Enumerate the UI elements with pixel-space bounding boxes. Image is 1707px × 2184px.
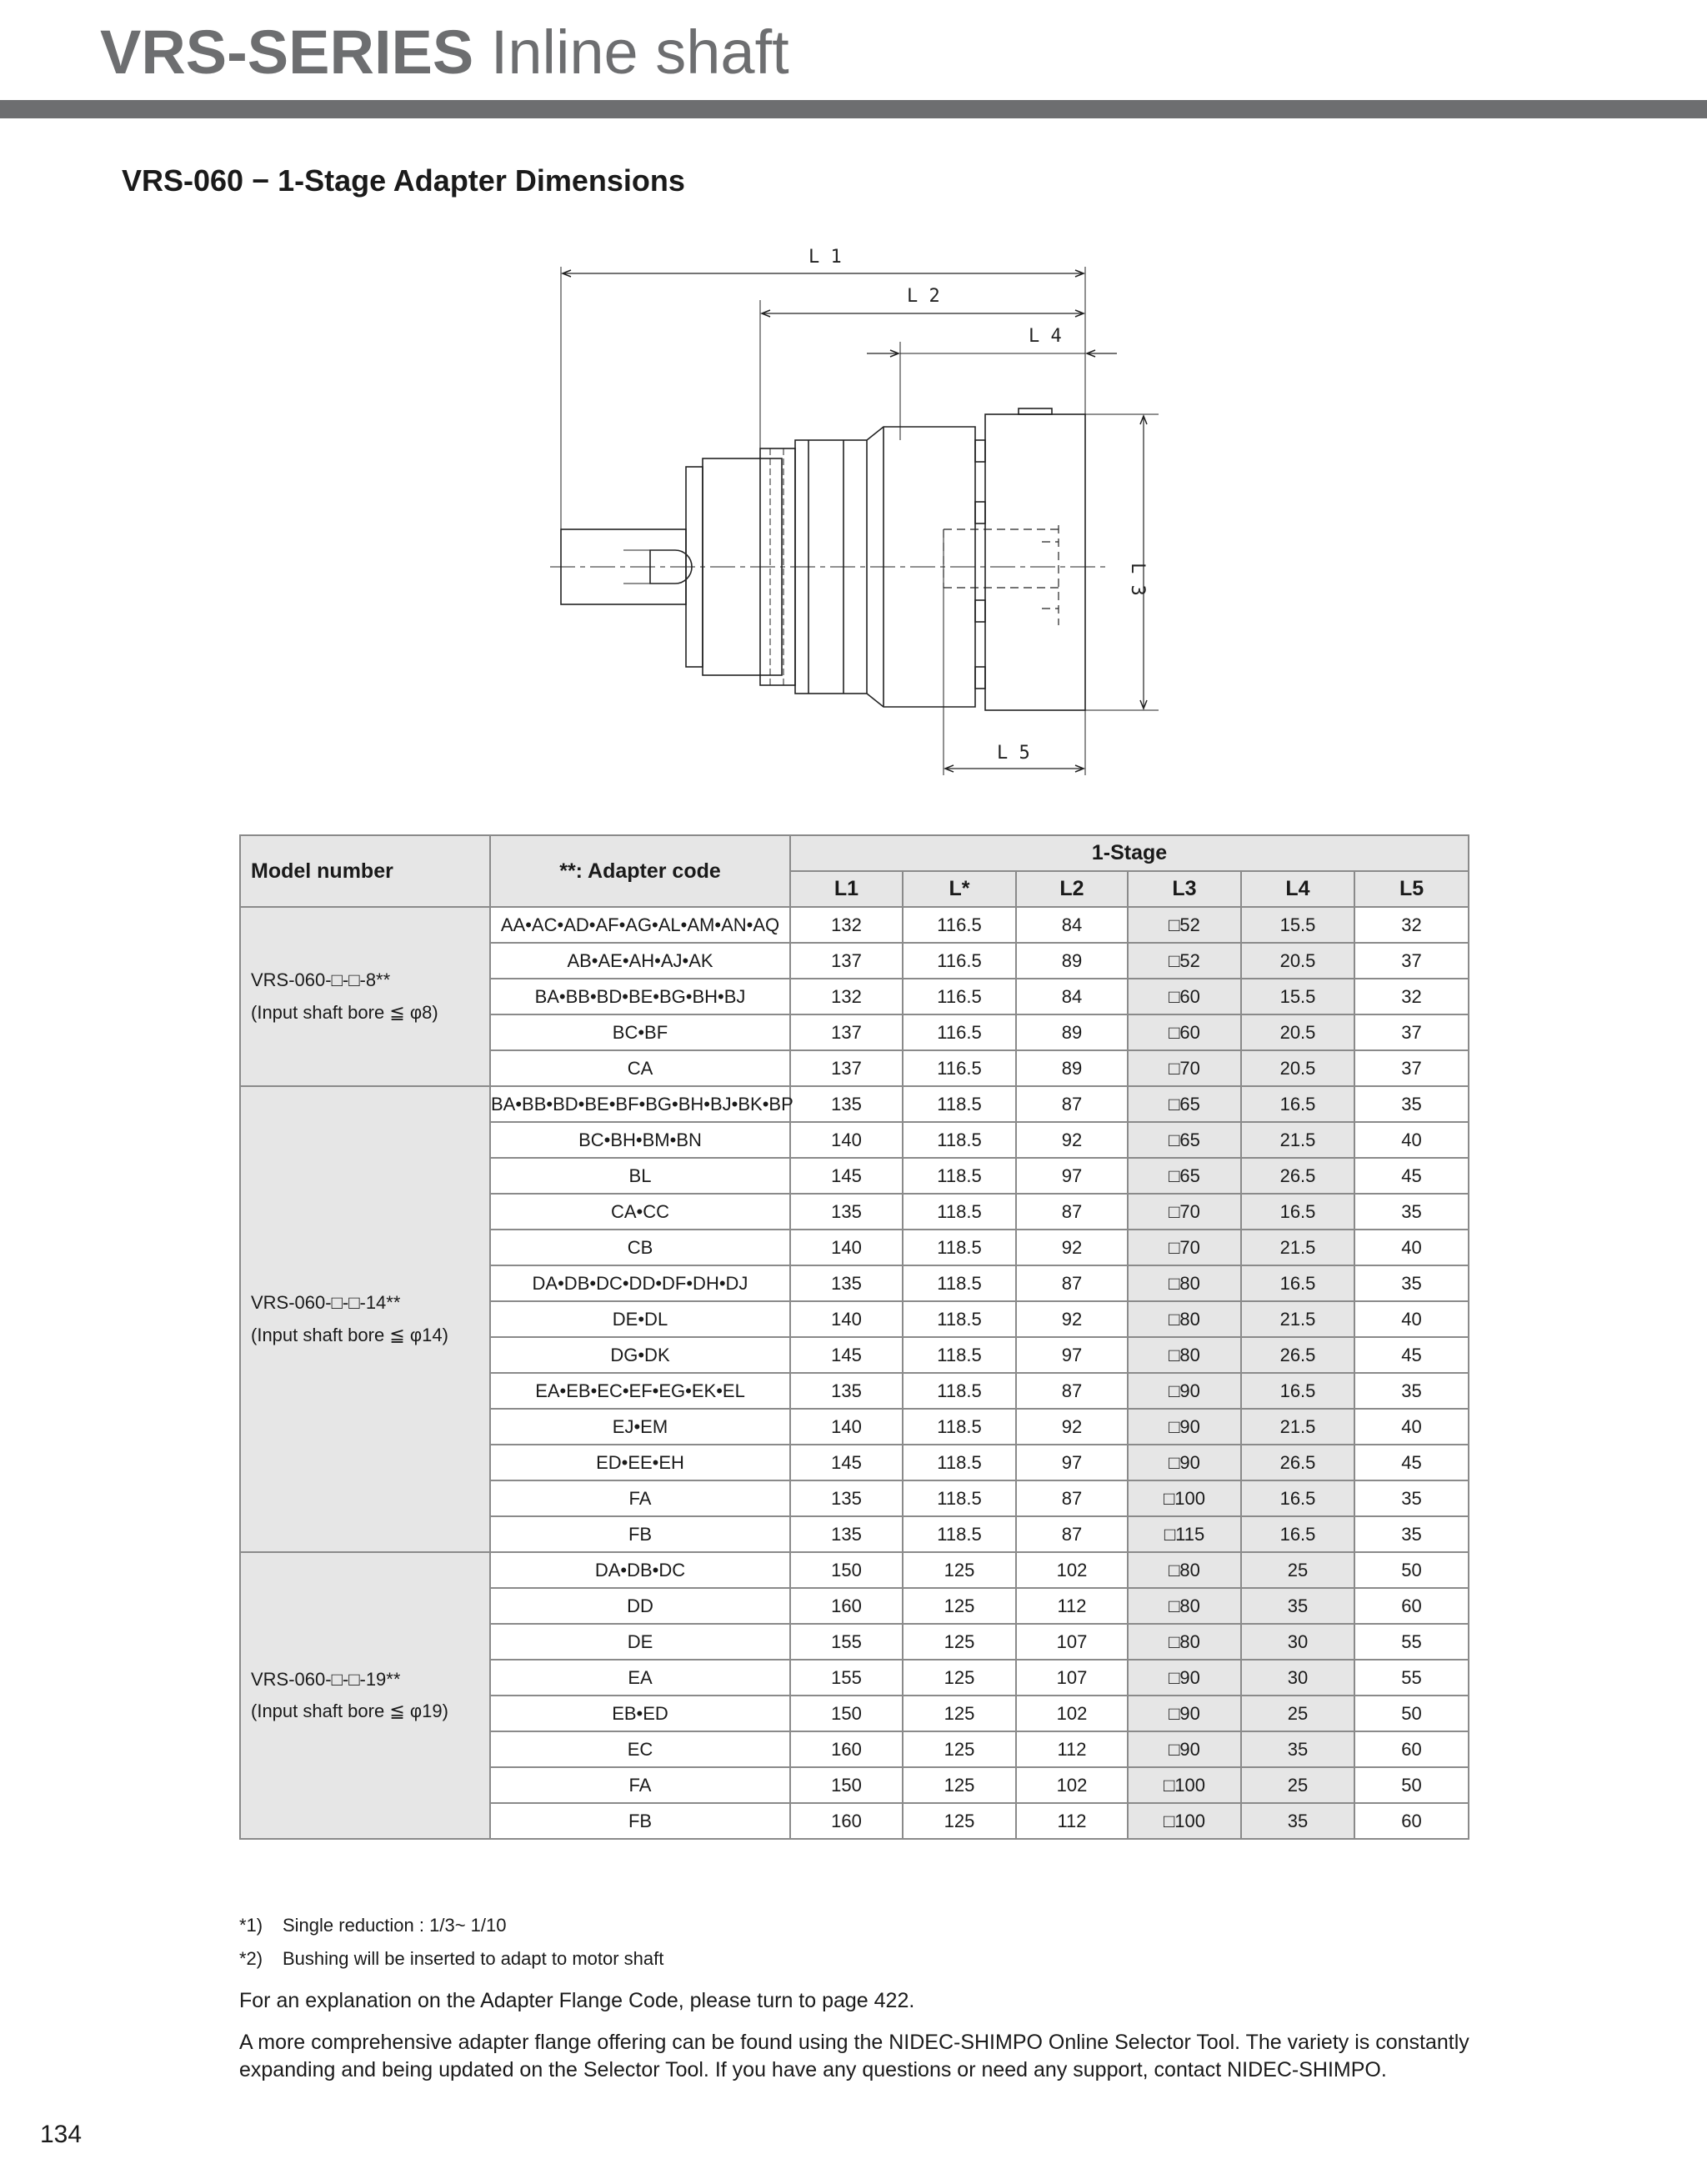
- adapter-code-cell: EA: [490, 1660, 790, 1696]
- l4-cell: 35: [1241, 1588, 1354, 1624]
- model-number: VRS-060-□-□-14**: [251, 1292, 401, 1313]
- l1-cell: 135: [790, 1480, 903, 1516]
- l3-cell: □90: [1128, 1696, 1241, 1731]
- l4-cell: 20.5: [1241, 1014, 1354, 1050]
- lstar-cell: 118.5: [903, 1122, 1016, 1158]
- lstar-cell: 125: [903, 1696, 1016, 1731]
- l4-cell: 25: [1241, 1552, 1354, 1588]
- lstar-cell: 125: [903, 1660, 1016, 1696]
- l2-cell: 97: [1016, 1158, 1128, 1194]
- lstar-cell: 125: [903, 1731, 1016, 1767]
- l3-cell: □100: [1128, 1803, 1241, 1839]
- l1-cell: 135: [790, 1516, 903, 1552]
- l3-cell: □100: [1128, 1480, 1241, 1516]
- l3-cell: □70: [1128, 1050, 1241, 1086]
- l1-cell: 155: [790, 1660, 903, 1696]
- label-l3: L 3: [1127, 563, 1148, 596]
- l5-cell: 40: [1354, 1409, 1469, 1445]
- l5-cell: 37: [1354, 943, 1469, 979]
- table-row: [240, 907, 1469, 943]
- col-header-lstar: L*: [903, 871, 1016, 907]
- l2-cell: 97: [1016, 1337, 1128, 1373]
- l5-cell: 40: [1354, 1301, 1469, 1337]
- adapter-code-cell: DE•DL: [490, 1301, 790, 1337]
- input-shaft-bore: (Input shaft bore ≦ φ8): [251, 1001, 438, 1023]
- page-number: 134: [40, 2121, 83, 2148]
- l4-cell: 21.5: [1241, 1409, 1354, 1445]
- l3-cell: □65: [1128, 1122, 1241, 1158]
- l1-cell: 140: [790, 1301, 903, 1337]
- label-l2: L 2: [907, 286, 940, 307]
- l2-cell: 112: [1016, 1731, 1128, 1767]
- l1-cell: 145: [790, 1445, 903, 1480]
- l2-cell: 112: [1016, 1803, 1128, 1839]
- table-row: [240, 1552, 1469, 1588]
- l2-cell: 84: [1016, 907, 1128, 943]
- adapter-code-cell: EJ•EM: [490, 1409, 790, 1445]
- l5-cell: 40: [1354, 1230, 1469, 1265]
- lstar-cell: 116.5: [903, 1050, 1016, 1086]
- l3-cell: □60: [1128, 1014, 1241, 1050]
- col-header-l3: L3: [1128, 871, 1241, 907]
- l4-cell: 25: [1241, 1767, 1354, 1803]
- adapter-code-cell: FB: [490, 1516, 790, 1552]
- l5-cell: 60: [1354, 1803, 1469, 1839]
- l3-cell: □65: [1128, 1158, 1241, 1194]
- label-l1: L 1: [808, 247, 842, 268]
- col-header-l1: L1: [790, 871, 903, 907]
- adapter-code-cell: DA•DB•DC: [490, 1552, 790, 1588]
- lstar-cell: 118.5: [903, 1480, 1016, 1516]
- model-number-header: Model number: [240, 835, 490, 907]
- l2-cell: 107: [1016, 1660, 1128, 1696]
- l2-cell: 87: [1016, 1086, 1128, 1122]
- l4-cell: 20.5: [1241, 943, 1354, 979]
- l5-cell: 32: [1354, 979, 1469, 1014]
- l3-cell: □80: [1128, 1337, 1241, 1373]
- l5-cell: 35: [1354, 1265, 1469, 1301]
- l4-cell: 15.5: [1241, 907, 1354, 943]
- page-header-title: [100, 18, 789, 86]
- adapter-code-cell: BC•BH•BM•BN: [490, 1122, 790, 1158]
- l1-cell: 150: [790, 1696, 903, 1731]
- lstar-cell: 116.5: [903, 907, 1016, 943]
- l3-cell: □80: [1128, 1624, 1241, 1660]
- l1-cell: 155: [790, 1624, 903, 1660]
- col-header-l2: L2: [1016, 871, 1128, 907]
- lstar-cell: 118.5: [903, 1409, 1016, 1445]
- adapter-code-cell: DG•DK: [490, 1337, 790, 1373]
- l5-cell: 55: [1354, 1660, 1469, 1696]
- footnote-2: [239, 1942, 663, 1976]
- series-subtitle: Inline shaft: [490, 18, 789, 87]
- lstar-cell: 118.5: [903, 1265, 1016, 1301]
- lstar-cell: 118.5: [903, 1516, 1016, 1552]
- l2-cell: 92: [1016, 1230, 1128, 1265]
- l5-cell: 37: [1354, 1014, 1469, 1050]
- l2-cell: 92: [1016, 1409, 1128, 1445]
- adapter-code-cell: BL: [490, 1158, 790, 1194]
- l3-cell: □70: [1128, 1230, 1241, 1265]
- l5-cell: 37: [1354, 1050, 1469, 1086]
- l5-cell: 40: [1354, 1122, 1469, 1158]
- l5-cell: 45: [1354, 1158, 1469, 1194]
- l2-cell: 97: [1016, 1445, 1128, 1480]
- l3-cell: □52: [1128, 907, 1241, 943]
- l5-cell: 35: [1354, 1194, 1469, 1230]
- l3-cell: □80: [1128, 1265, 1241, 1301]
- lstar-cell: 125: [903, 1767, 1016, 1803]
- l2-cell: 89: [1016, 1050, 1128, 1086]
- adapter-code-cell: CA•CC: [490, 1194, 790, 1230]
- lstar-cell: 118.5: [903, 1230, 1016, 1265]
- l4-cell: 16.5: [1241, 1194, 1354, 1230]
- lstar-cell: 118.5: [903, 1337, 1016, 1373]
- l1-cell: 140: [790, 1230, 903, 1265]
- model-number-cell: [240, 1552, 490, 1839]
- adapter-flange-reference: For an explanation on the Adapter Flange Code, please turn to page 422.: [239, 1989, 915, 2012]
- adapter-code-cell: FA: [490, 1480, 790, 1516]
- model-number: VRS-060-□-□-8**: [251, 969, 391, 990]
- l3-cell: □90: [1128, 1409, 1241, 1445]
- l4-cell: 26.5: [1241, 1337, 1354, 1373]
- l2-cell: 102: [1016, 1696, 1128, 1731]
- l3-cell: □70: [1128, 1194, 1241, 1230]
- footnote-1-mark: *1): [239, 1915, 263, 1936]
- l5-cell: 45: [1354, 1445, 1469, 1480]
- l2-cell: 112: [1016, 1588, 1128, 1624]
- l4-cell: 26.5: [1241, 1158, 1354, 1194]
- adapter-code-cell: BA•BB•BD•BE•BF•BG•BH•BJ•BK•BP: [490, 1086, 790, 1122]
- l1-cell: 160: [790, 1803, 903, 1839]
- l1-cell: 160: [790, 1731, 903, 1767]
- l1-cell: 137: [790, 1050, 903, 1086]
- l4-cell: 21.5: [1241, 1301, 1354, 1337]
- footnote-1: [239, 1909, 663, 1942]
- input-shaft-bore: (Input shaft bore ≦ φ19): [251, 1701, 448, 1721]
- l2-cell: 102: [1016, 1552, 1128, 1588]
- adapter-code-cell: EB•ED: [490, 1696, 790, 1731]
- adapter-code-cell: CB: [490, 1230, 790, 1265]
- l4-cell: 30: [1241, 1660, 1354, 1696]
- l4-cell: 21.5: [1241, 1122, 1354, 1158]
- l5-cell: 35: [1354, 1480, 1469, 1516]
- l4-cell: 16.5: [1241, 1480, 1354, 1516]
- adapter-code-cell: BC•BF: [490, 1014, 790, 1050]
- l5-cell: 60: [1354, 1731, 1469, 1767]
- l5-cell: 55: [1354, 1624, 1469, 1660]
- l1-cell: 140: [790, 1122, 903, 1158]
- lstar-cell: 118.5: [903, 1373, 1016, 1409]
- l2-cell: 107: [1016, 1624, 1128, 1660]
- l3-cell: □80: [1128, 1301, 1241, 1337]
- header-divider-bar: [0, 100, 1707, 118]
- l5-cell: 35: [1354, 1516, 1469, 1552]
- input-shaft-bore: (Input shaft bore ≦ φ14): [251, 1324, 448, 1345]
- lstar-cell: 118.5: [903, 1194, 1016, 1230]
- adapter-code-cell: DA•DB•DC•DD•DF•DH•DJ: [490, 1265, 790, 1301]
- motor-adapter: [985, 414, 1085, 710]
- l3-cell: □80: [1128, 1588, 1241, 1624]
- l4-cell: 35: [1241, 1803, 1354, 1839]
- l3-cell: □65: [1128, 1086, 1241, 1122]
- model-number: VRS-060-□-□-19**: [251, 1668, 401, 1690]
- footnote-1-text: Single reduction : 1/3~ 1/10: [283, 1915, 507, 1936]
- lstar-cell: 118.5: [903, 1158, 1016, 1194]
- adapter-dimensions-table: [239, 834, 1469, 1840]
- adapter-code-cell: BA•BB•BD•BE•BG•BH•BJ: [490, 979, 790, 1014]
- adapter-code-header: **: Adapter code: [490, 835, 790, 907]
- adapter-code-cell: EA•EB•EC•EF•EG•EK•EL: [490, 1373, 790, 1409]
- l2-cell: 84: [1016, 979, 1128, 1014]
- l1-cell: 135: [790, 1194, 903, 1230]
- l1-cell: 160: [790, 1588, 903, 1624]
- lstar-cell: 116.5: [903, 943, 1016, 979]
- adapter-code-cell: ED•EE•EH: [490, 1445, 790, 1480]
- adapter-code-cell: CA: [490, 1050, 790, 1086]
- lstar-cell: 125: [903, 1624, 1016, 1660]
- l1-cell: 132: [790, 907, 903, 943]
- l2-cell: 87: [1016, 1480, 1128, 1516]
- model-number-cell: [240, 907, 490, 1086]
- l5-cell: 32: [1354, 907, 1469, 943]
- l3-cell: □90: [1128, 1660, 1241, 1696]
- table-row: [240, 1086, 1469, 1122]
- lstar-cell: 118.5: [903, 1445, 1016, 1480]
- l2-cell: 92: [1016, 1301, 1128, 1337]
- l2-cell: 102: [1016, 1767, 1128, 1803]
- footnote-2-text: Bushing will be inserted to adapt to motor shaft: [283, 1948, 664, 1969]
- adapter-code-cell: EC: [490, 1731, 790, 1767]
- l1-cell: 137: [790, 943, 903, 979]
- l5-cell: 45: [1354, 1337, 1469, 1373]
- adapter-code-cell: FA: [490, 1767, 790, 1803]
- l2-cell: 87: [1016, 1516, 1128, 1552]
- lstar-cell: 118.5: [903, 1086, 1016, 1122]
- l1-cell: 145: [790, 1158, 903, 1194]
- l4-cell: 30: [1241, 1624, 1354, 1660]
- adapter-code-cell: DD: [490, 1588, 790, 1624]
- l2-cell: 89: [1016, 943, 1128, 979]
- label-l5: L 5: [997, 743, 1030, 764]
- l3-cell: □115: [1128, 1516, 1241, 1552]
- model-number-cell: [240, 1086, 490, 1552]
- l2-cell: 87: [1016, 1373, 1128, 1409]
- lstar-cell: 116.5: [903, 1014, 1016, 1050]
- l3-cell: □90: [1128, 1445, 1241, 1480]
- footnote-2-mark: *2): [239, 1948, 263, 1969]
- l2-cell: 87: [1016, 1194, 1128, 1230]
- l1-cell: 145: [790, 1337, 903, 1373]
- l5-cell: 50: [1354, 1696, 1469, 1731]
- l4-cell: 26.5: [1241, 1445, 1354, 1480]
- lstar-cell: 118.5: [903, 1301, 1016, 1337]
- l2-cell: 92: [1016, 1122, 1128, 1158]
- l1-cell: 135: [790, 1086, 903, 1122]
- l1-cell: 150: [790, 1552, 903, 1588]
- lstar-cell: 125: [903, 1803, 1016, 1839]
- l4-cell: 16.5: [1241, 1516, 1354, 1552]
- lstar-cell: 116.5: [903, 979, 1016, 1014]
- l1-cell: 140: [790, 1409, 903, 1445]
- lstar-cell: 125: [903, 1588, 1016, 1624]
- l3-cell: □80: [1128, 1552, 1241, 1588]
- label-l4: L 4: [1029, 326, 1062, 347]
- l5-cell: 50: [1354, 1767, 1469, 1803]
- l1-cell: 150: [790, 1767, 903, 1803]
- l3-cell: □90: [1128, 1373, 1241, 1409]
- gearbox-dimension-drawing: [533, 242, 1167, 784]
- col-header-l4: L4: [1241, 871, 1354, 907]
- l5-cell: 35: [1354, 1086, 1469, 1122]
- l3-cell: □52: [1128, 943, 1241, 979]
- l4-cell: 15.5: [1241, 979, 1354, 1014]
- l4-cell: 16.5: [1241, 1265, 1354, 1301]
- series-name: VRS-SERIES: [100, 18, 474, 87]
- selector-tool-paragraph: A more comprehensive adapter flange offering can be found using the NIDEC-SHIMPO Online Selector Tool. The variety is constantly expanding and being updated on the Selector Tool. If you have any questions or need any support, contact NIDEC-SHIMPO.: [239, 2031, 1469, 2081]
- adapter-code-cell: FB: [490, 1803, 790, 1839]
- lstar-cell: 125: [903, 1552, 1016, 1588]
- l3-cell: □100: [1128, 1767, 1241, 1803]
- l1-cell: 135: [790, 1265, 903, 1301]
- l4-cell: 20.5: [1241, 1050, 1354, 1086]
- l3-cell: □90: [1128, 1731, 1241, 1767]
- l5-cell: 35: [1354, 1373, 1469, 1409]
- l4-cell: 25: [1241, 1696, 1354, 1731]
- l4-cell: 16.5: [1241, 1086, 1354, 1122]
- l4-cell: 35: [1241, 1731, 1354, 1767]
- l4-cell: 16.5: [1241, 1373, 1354, 1409]
- section-title: VRS-060 − 1-Stage Adapter Dimensions: [122, 163, 685, 198]
- stage-header: 1-Stage: [790, 835, 1469, 871]
- l5-cell: 50: [1354, 1552, 1469, 1588]
- l1-cell: 135: [790, 1373, 903, 1409]
- col-header-l5: L5: [1354, 871, 1469, 907]
- l1-cell: 132: [790, 979, 903, 1014]
- footnotes: [239, 1909, 663, 1976]
- adapter-code-cell: DE: [490, 1624, 790, 1660]
- l1-cell: 137: [790, 1014, 903, 1050]
- l2-cell: 87: [1016, 1265, 1128, 1301]
- adapter-code-cell: AA•AC•AD•AF•AG•AL•AM•AN•AQ: [490, 907, 790, 943]
- l5-cell: 60: [1354, 1588, 1469, 1624]
- l3-cell: □60: [1128, 979, 1241, 1014]
- adapter-code-cell: AB•AE•AH•AJ•AK: [490, 943, 790, 979]
- l2-cell: 89: [1016, 1014, 1128, 1050]
- l4-cell: 21.5: [1241, 1230, 1354, 1265]
